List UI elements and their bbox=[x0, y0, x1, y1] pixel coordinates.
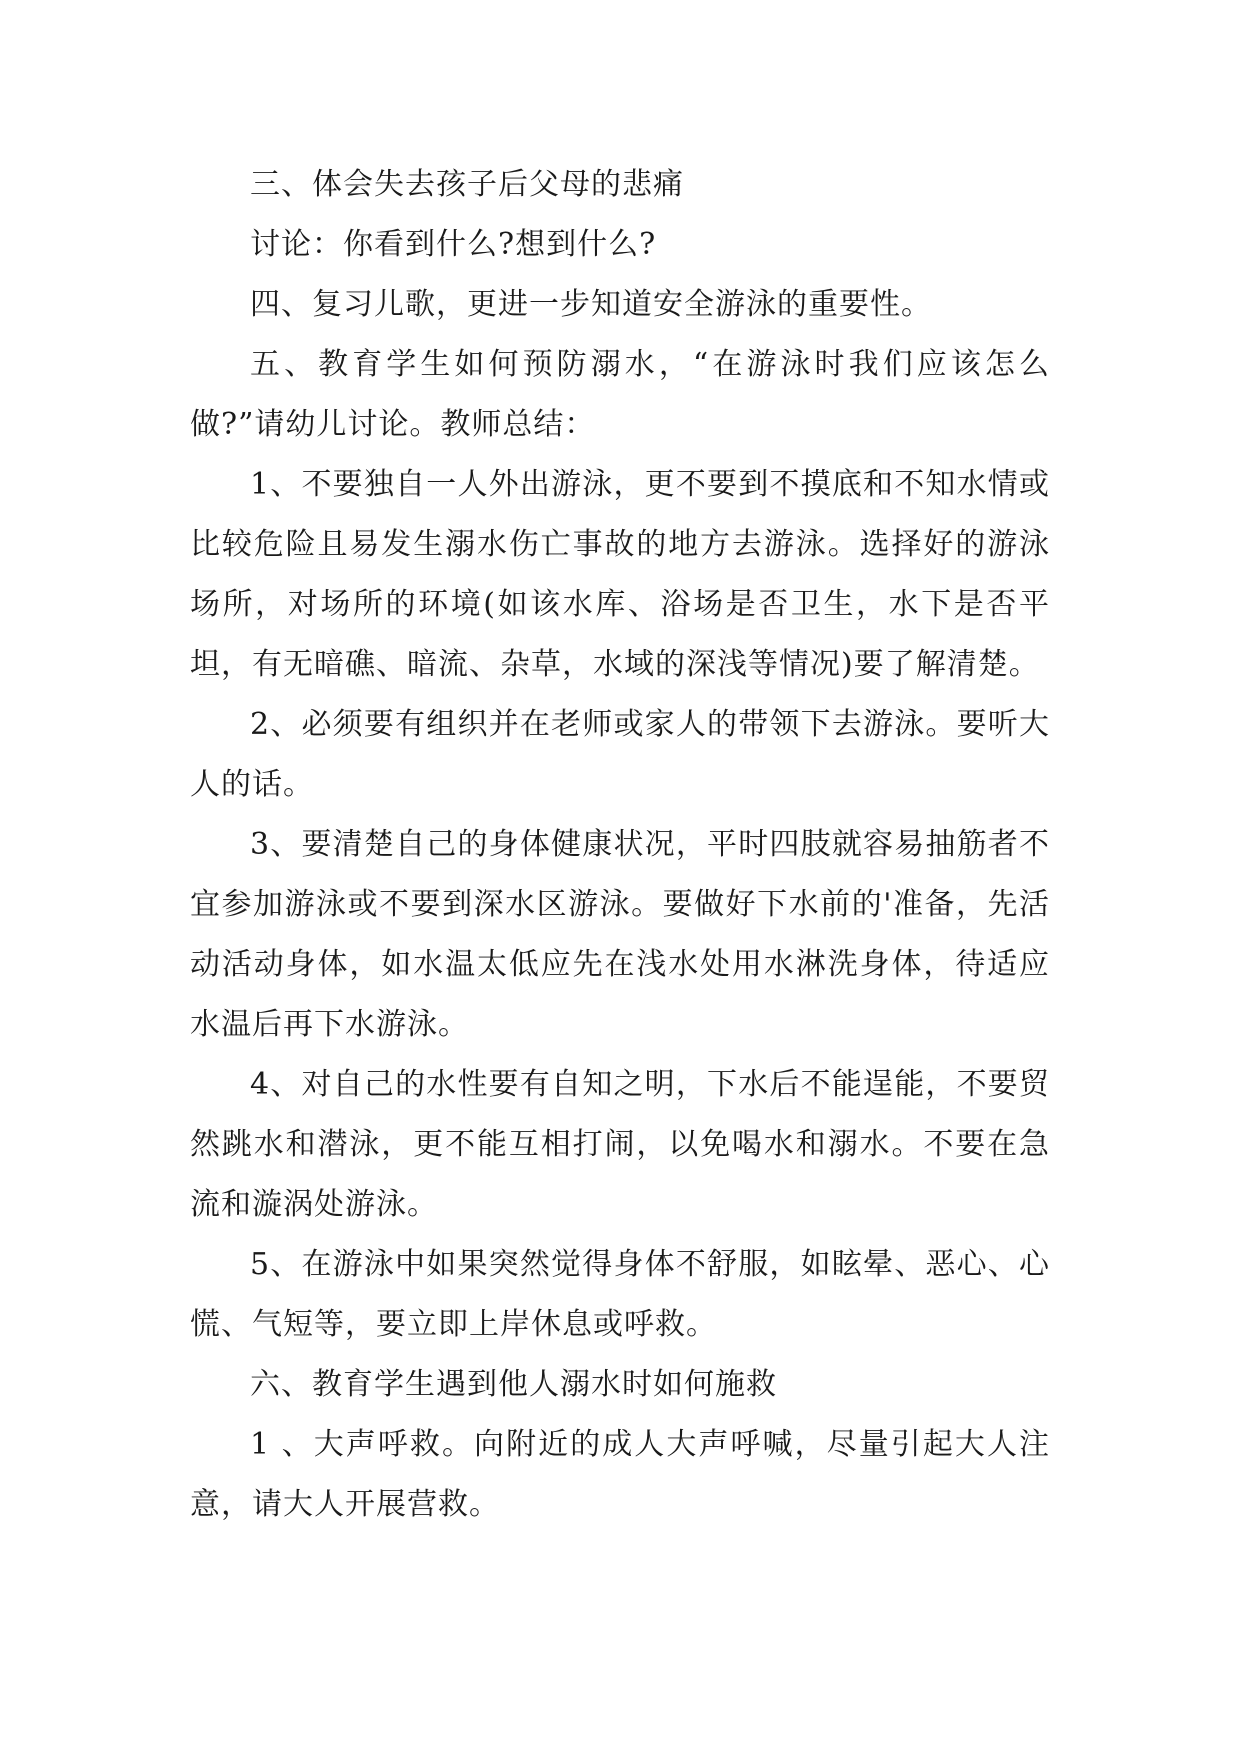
list-item-4: 4、对自己的水性要有自知之明，下水后不能逞能，不要贸然跳水和潜泳，更不能互相打闹，以免喝水和溺水。不要在急流和漩涡处游泳。 bbox=[190, 1067, 1050, 1222]
section-heading-5: 五、教育学生如何预防溺水，“在游泳时我们应该怎么做?”请幼儿讨论。教师总结： bbox=[190, 347, 1050, 442]
list-item-5: 5、在游泳中如果突然觉得身体不舒服，如眩晕、恶心、心慌、气短等，要立即上岸休息或呼救。 bbox=[190, 1247, 1050, 1342]
section-heading-3: 三、体会失去孩子后父母的悲痛 bbox=[250, 167, 684, 202]
section-heading-6: 六、教育学生遇到他人溺水时如何施救 bbox=[250, 1367, 777, 1402]
section-heading-4: 四、复习儿歌，更进一步知道安全游泳的重要性。 bbox=[250, 287, 932, 322]
discussion-prompt: 讨论：你看到什么?想到什么? bbox=[250, 227, 657, 262]
document-page bbox=[190, 155, 1050, 1535]
list-item-2: 2、必须要有组织并在老师或家人的带领下去游泳。要听大人的话。 bbox=[190, 707, 1050, 802]
rescue-item-1: 1 、大声呼救。向附近的成人大声呼喊，尽量引起大人注意，请大人开展营救。 bbox=[190, 1427, 1050, 1522]
list-item-3: 3、要清楚自己的身体健康状况，平时四肢就容易抽筋者不宜参加游泳或不要到深水区游泳。要做好下水前的'准备，先活动活动身体，如水温太低应先在浅水处用水淋洗身体，待适应水温后再下水游泳。 bbox=[190, 827, 1050, 1042]
list-item-1: 1、不要独自一人外出游泳，更不要到不摸底和不知水情或比较危险且易发生溺水伤亡事故的地方去游泳。选择好的游泳场所，对场所的环境(如该水库、浴场是否卫生，水下是否平坦，有无暗礁、暗流、杂草，水域的深浅等情况)要了解清楚。 bbox=[190, 467, 1050, 682]
